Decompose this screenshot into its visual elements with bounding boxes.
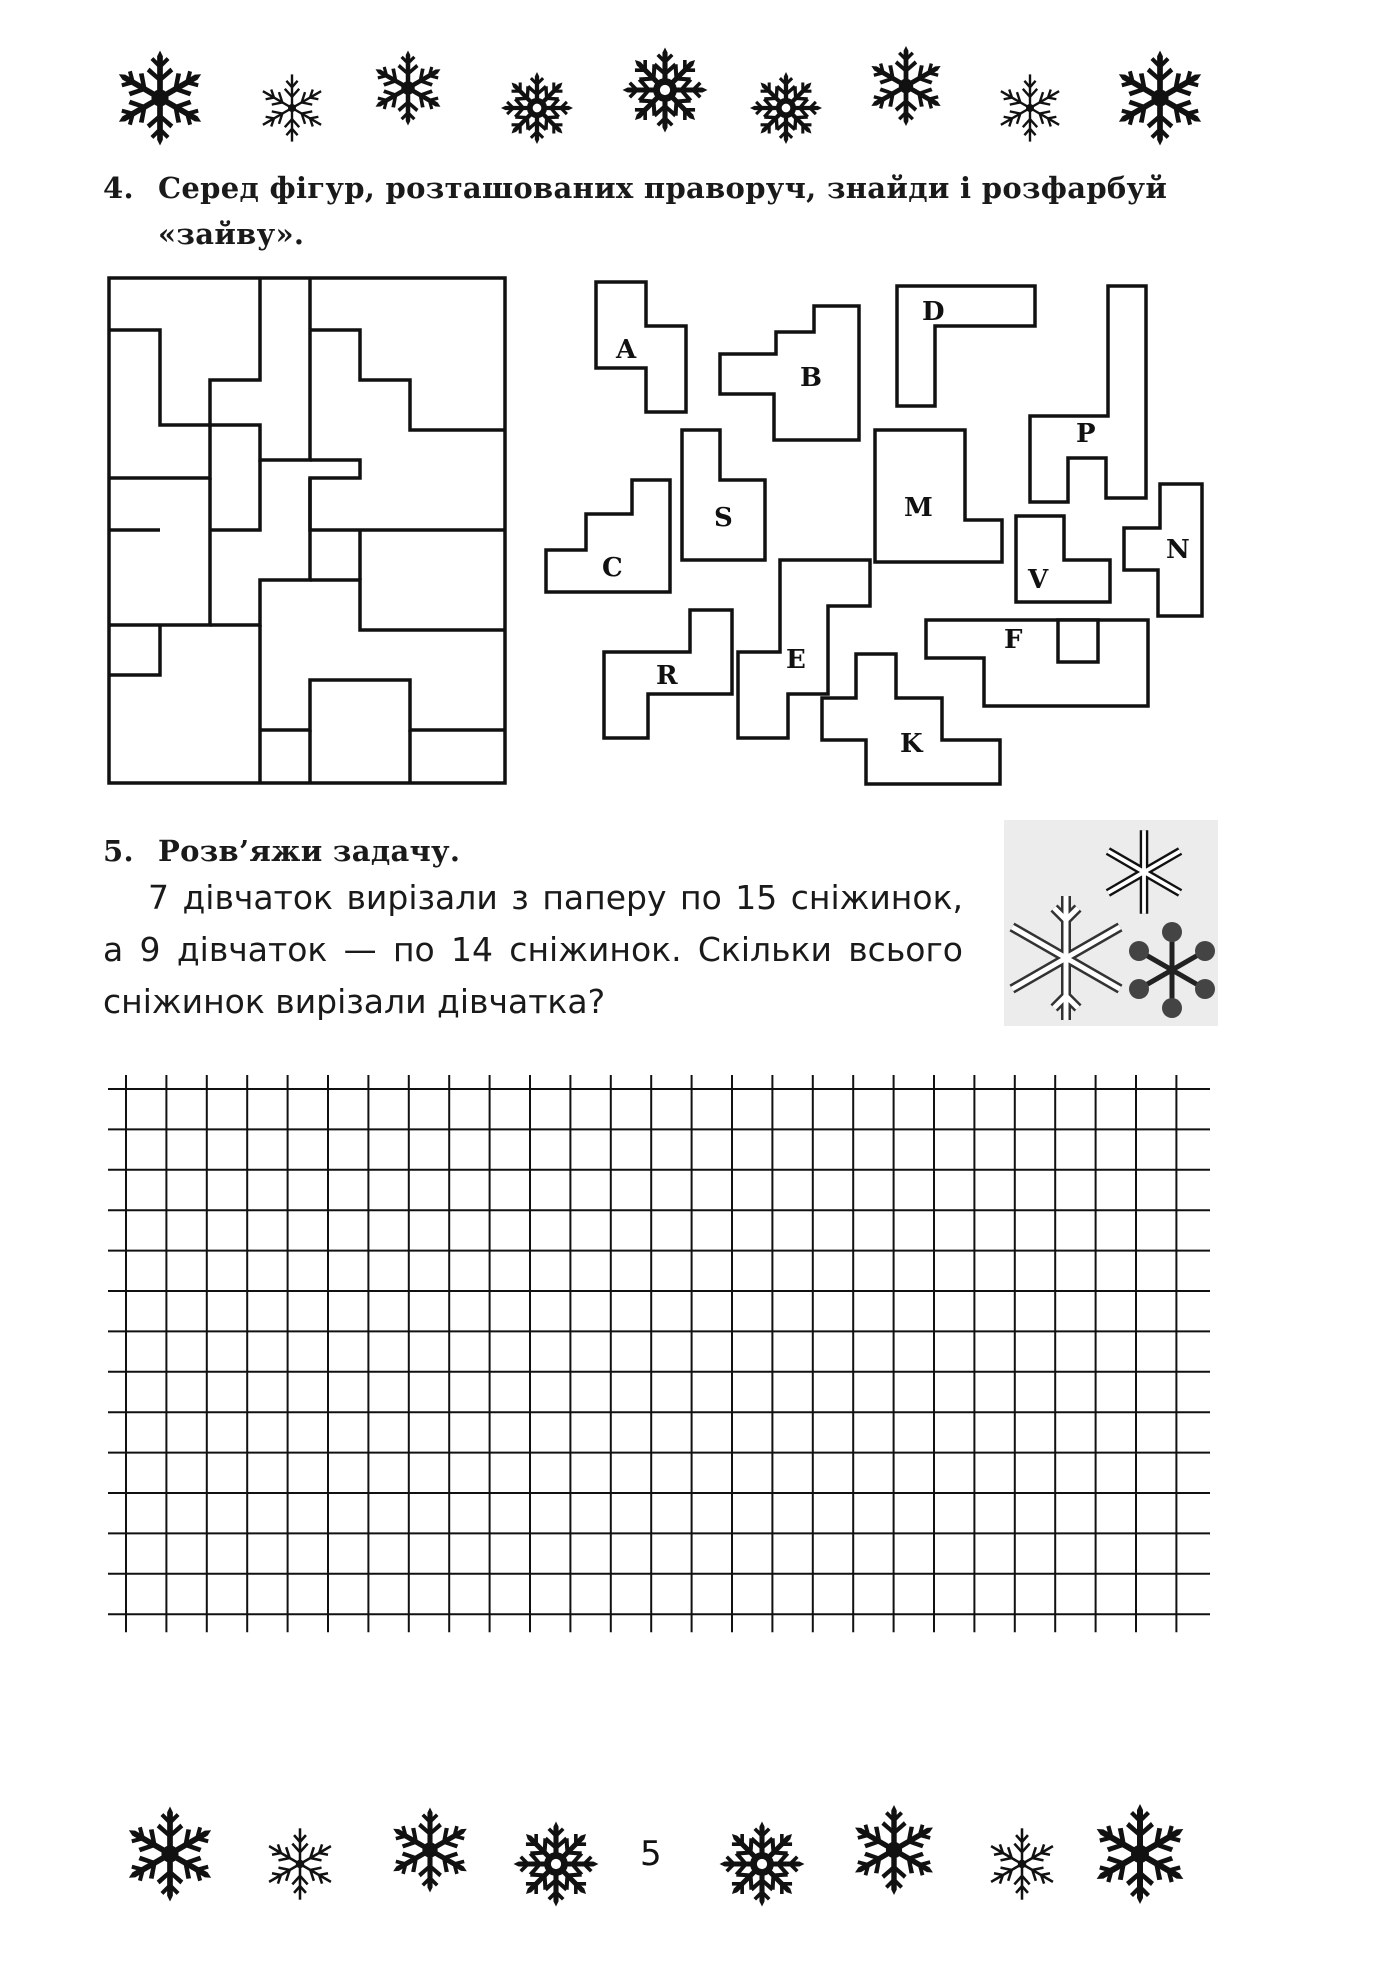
shape-label-a: A: [616, 335, 637, 365]
shape-label-v: V: [1028, 565, 1049, 595]
shape-label-m: M: [904, 493, 933, 523]
shape-p[interactable]: [1030, 286, 1146, 502]
snowflake-icon: [1112, 51, 1208, 146]
shape-label-r: R: [656, 661, 678, 691]
snowflake-icon: [370, 51, 445, 126]
snowflake-icon: [265, 1828, 334, 1899]
shape-label-n: N: [1166, 535, 1190, 565]
bottom-snowflake-border: [0, 1800, 1378, 1910]
task-4-line-1: Серед фігур, розташованих праворуч, знайди і розфарбуй: [158, 171, 1168, 205]
shape-label-s: S: [714, 503, 733, 533]
word-problem-text: 7 дівчаток вирізали з паперу по 15 сніжинок, а 9 дівчаток — по 14 сніжинок. Скільки всього сніжинок вирізали дівчатка?: [103, 878, 963, 1021]
shape-label-d: D: [922, 297, 945, 327]
shape-a[interactable]: [596, 282, 686, 412]
shape-label-p: P: [1076, 419, 1096, 449]
snowflake-icon: [849, 1805, 940, 1895]
snowflakes-picture: [1004, 820, 1218, 1026]
snowflake-icon: [720, 1822, 805, 1907]
shape-k[interactable]: [822, 654, 1000, 784]
task-5-number: 5.: [103, 834, 134, 868]
pentomino-rectangle: [100, 270, 520, 790]
shape-label-b: B: [800, 363, 822, 393]
word-problem: [103, 872, 963, 1028]
shape-label-e: E: [786, 645, 806, 675]
task-5-heading: [103, 828, 803, 874]
task-5-title: Розв’яжи задачу.: [158, 834, 461, 868]
answer-grid[interactable]: [98, 1075, 1210, 1635]
snowflake-icon: [501, 72, 573, 144]
snowflake-icon: [387, 1808, 473, 1893]
shape-n[interactable]: [1124, 484, 1202, 616]
shape-b[interactable]: [720, 306, 859, 440]
pentomino-shapes: [520, 270, 1240, 800]
task-4-number: 4.: [103, 171, 134, 205]
shape-label-c: C: [602, 553, 623, 583]
task-4-heading: [103, 165, 1223, 257]
snowflake-icon: [259, 74, 324, 141]
top-snowflake-border: [0, 40, 1378, 150]
snowflake-icon: [514, 1822, 599, 1907]
snowflake-icon: [1090, 1804, 1191, 1904]
snowflake-icon: [122, 1807, 218, 1902]
shape-label-k: K: [900, 729, 923, 759]
snowflake-icon: [623, 48, 708, 133]
shape-label-f: F: [1004, 625, 1023, 655]
task-4-line-2: «зайву».: [158, 217, 305, 251]
shape-m[interactable]: [875, 430, 1002, 562]
snowflake-icon: [997, 74, 1062, 141]
snowflake-icon: [112, 51, 208, 146]
shape-s[interactable]: [682, 430, 765, 560]
snowflake-icon: [987, 1828, 1056, 1899]
shape-f[interactable]: [926, 620, 1148, 706]
snowflake-icon: [866, 46, 946, 126]
page-number: 5: [640, 1834, 662, 1874]
snowflake-icon: [750, 72, 822, 144]
shape-d[interactable]: [897, 286, 1035, 406]
